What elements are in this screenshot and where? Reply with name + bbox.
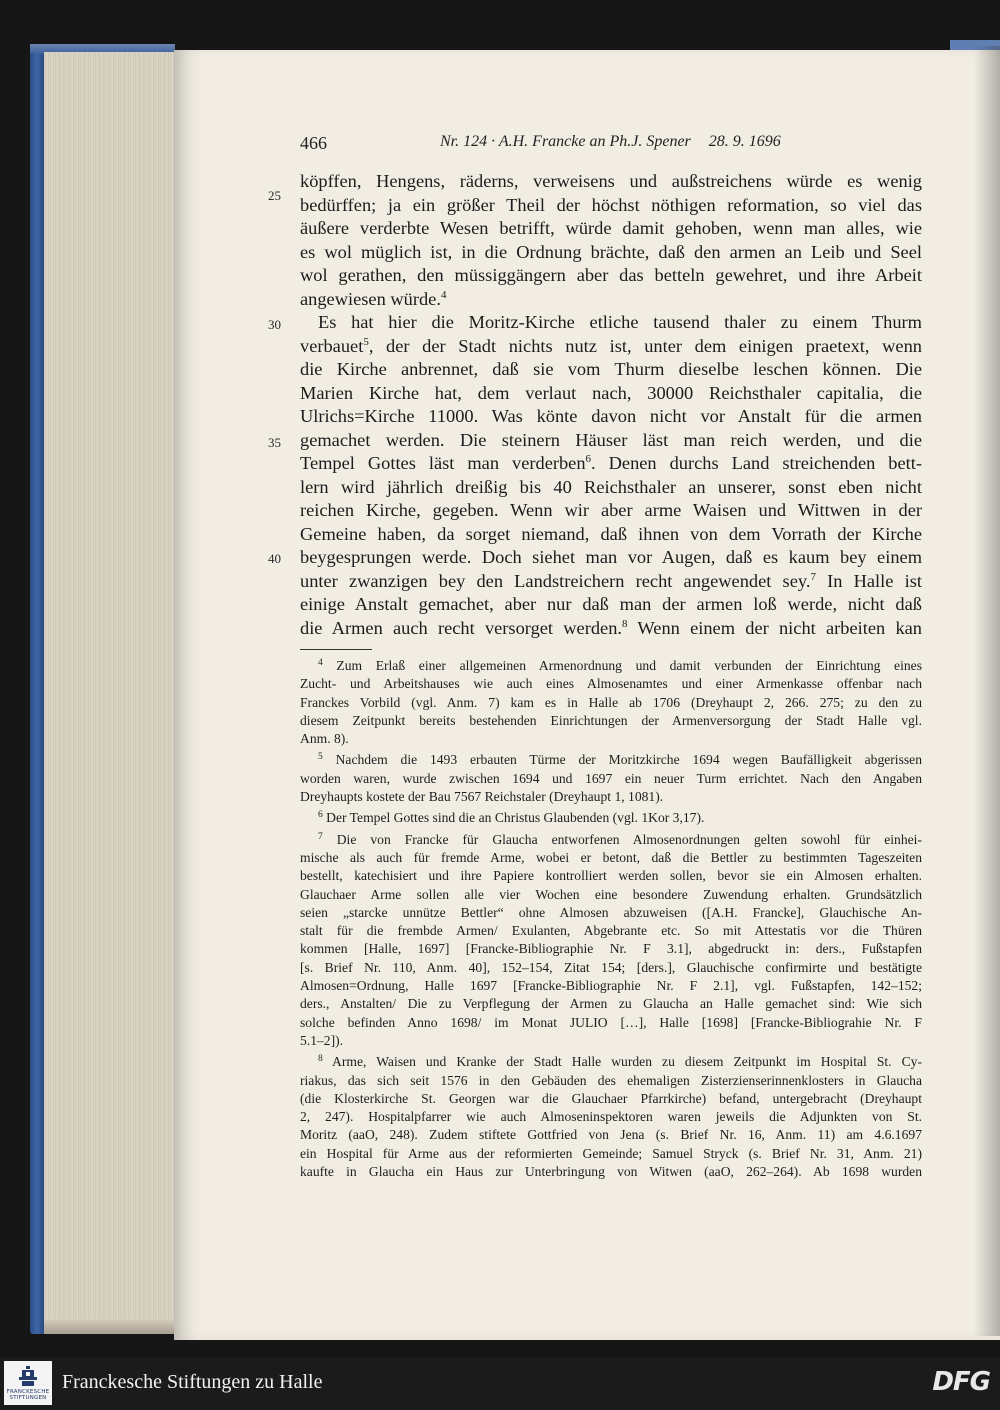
text-line: wol gerathen, den müssiggängern aber das betteln gewehret, und ihre Arbeit bbox=[300, 265, 922, 285]
footnote-line: ders., Anstalten/ Die zu Verpflegung der Armen zu Glaucha an Halle gemachet sind: Wie sich bbox=[300, 996, 922, 1012]
footnote-ref[interactable]: 6 bbox=[585, 453, 592, 465]
page-stack-edge bbox=[44, 52, 174, 1330]
footnote-line: kommen [Halle, 1697] [Francke-Bibliographie Nr. F 3.1], abgedruckt in: ders., Fußstapfen bbox=[300, 941, 922, 957]
line-number: 30 bbox=[268, 317, 281, 332]
footnote-rule bbox=[300, 649, 372, 650]
footnotes bbox=[300, 657, 922, 1184]
text-line: gemachet werden. Die steinern Häuser läst man reich werden, und die bbox=[300, 429, 922, 450]
text-line: äußere verderbte Wesen betrifft, würde damit gehoben, wenn man alles, wie bbox=[300, 218, 922, 238]
footnote-ref[interactable]: 8 bbox=[622, 617, 628, 630]
book-cover-spine bbox=[30, 44, 44, 1334]
footnote-8 bbox=[300, 1053, 922, 1181]
footnote-line: $^6$ Der Tempel Gottes sind die an Christus Glaubenden (vgl. 1Kor 3,17). bbox=[318, 810, 705, 826]
footnote-6 bbox=[300, 809, 922, 827]
running-head bbox=[300, 133, 922, 153]
letter-title: Nr. 124 · A.H. Francke an Ph.J. Spener bbox=[440, 133, 691, 150]
text-line: beygesprungen werde. Doch siehet man vor Augen, daß es kaum bey einem bbox=[300, 547, 922, 567]
footnote-number: 6 bbox=[318, 810, 323, 821]
line-numbers bbox=[268, 0, 292, 1340]
text-line: bedürffen; ja ein größer Theil der höchst nöthigen reformation, so viel das bbox=[300, 194, 922, 215]
footnote-line: kaufte in Glaucha ein Haus zur Unterbringung von Witwen (aaO, 262–264). Ab 1698 wurden bbox=[300, 1164, 922, 1180]
footnote-line: Moritz (aaO, 248). Zudem stiftete Gottfried von Jena (s. Brief Nr. 16, Anm. 11) am 4.6.1697 bbox=[300, 1127, 922, 1143]
text-line: es wol müglich ist, in die Ordnung brächte, daß den armen an Leib und Seel bbox=[300, 241, 922, 262]
footnote-line: [s. Brief Nr. 110, Anm. 40], 152–154, Zitat 154; [ders.], Glauchische confirmirte und bestätigte bbox=[300, 959, 922, 975]
footnote-line: Glauchaer Arme sollen alle vier Wochen eine besondere Zuwendung erhalten. Grundsätzlich bbox=[300, 886, 922, 902]
text-line: Gemeine haben, da sorget niemand, daß ihnen von dem Vorrath der Kirche bbox=[300, 523, 922, 544]
footnote-line: Franckes Vorbild (vgl. Anm. 7) kam es in Halle ab 1706 (Dreyhaupt 2, 266. 275; zu den zu bbox=[300, 694, 922, 710]
footnote-line: (die Klosterkirche St. Georgen war die Glauchaer Pfarrkirche) befand, untergebracht (Dreyhaupt bbox=[300, 1090, 922, 1106]
line-number: 40 bbox=[268, 551, 281, 566]
dfg-logo[interactable]: DFG bbox=[932, 1367, 990, 1397]
text-line: Ulrichs=Kirche 11000. Was könte davon nicht vor Anstalt für die armen bbox=[300, 406, 922, 426]
footnote-line: stalt für die frembde Armen/ Exulanten, Abgebrante etc. So mit Attestatis vor die Thüren bbox=[300, 923, 922, 939]
text-line: verbauet$^5$, der der Stadt nichts nutz ist, unter dem einigen praetext, wenn bbox=[300, 335, 922, 356]
text-line: einige Anstalt gemachet, aber nur daß man der armen loß werde, nicht daß bbox=[300, 594, 922, 614]
footnote-ref[interactable]: 4 bbox=[440, 288, 447, 301]
footnote-line: 5.1–2]). bbox=[300, 1032, 344, 1048]
text-line: köpffen, Hengens, räderns, verweisens und außstreichens würde es wenig bbox=[300, 171, 922, 191]
footnote-line: Anm. 8). bbox=[300, 731, 349, 747]
footnote-line: bestellt, katechisiert und ihre Papiere kontrolliert werden sollen, bevor sie ein Almosen erhalten. bbox=[300, 868, 922, 884]
page-number: 466 bbox=[300, 133, 327, 153]
institution-name[interactable]: Franckesche Stiftungen zu Halle bbox=[62, 1371, 323, 1393]
footnote-line: Almosen=Ordnung, Halle 1697 [Francke-Bibliographie Nr. F 2.1], vgl. Fußstapfen, 142–152; bbox=[300, 978, 922, 994]
footnote-line: seien „starcke unnütze Bettler“ ohne Almosen abzuweisen ([A.H. Francke], Glauchische An- bbox=[300, 904, 922, 920]
footnote-line: riakus, das sich seit 1576 in den Gebäuden des ehemaligen Zisterzienserinnenklosters in Glaucha bbox=[300, 1072, 922, 1088]
franckesche-stiftungen-logo[interactable] bbox=[4, 1361, 52, 1405]
footnote-line: 2, 247). Hospitalpfarrer wie auch Almoseninspektoren waren jeweils die Adjunkten von St. bbox=[300, 1109, 922, 1125]
pelican-crest-icon bbox=[16, 1365, 40, 1387]
footnote-line: $^8$ Arme, Waisen und Kranke der Stadt Halle wurden zu diesem Zeitpunkt im Hospital St. Cy- bbox=[318, 1054, 922, 1070]
logo-wordmark: FRANCKESCHE STIFTUNGEN bbox=[6, 1389, 50, 1401]
footnote-line: $^5$ Nachdem die 1493 erbauten Türme der Moritzkirche 1694 wegen Baufälligkeit abgerissen bbox=[318, 752, 922, 768]
text-line: die Armen auch recht versorget werden.$^8$ Wenn einem der nicht arbeiten kan bbox=[300, 617, 922, 638]
text-line: lern wird jährlich dreißig bis 40 Reichsthaler an unserer, sonst eben nicht bbox=[300, 476, 922, 497]
footnote-ref[interactable]: 5 bbox=[363, 335, 369, 348]
text-line: unter zwanzigen bey den Landstreichern recht angewendet sey.$^7$ In Halle ist bbox=[300, 570, 922, 591]
footnote-line: mische als auch für fremde Arme, wobei er betont, daß die Bettler zu bestimmten Tageszeiten bbox=[300, 849, 922, 865]
footnote-line: $^7$ Die von Francke für Glaucha entworfenen Almosenordnungen gelten sowohl für einhei- bbox=[318, 831, 922, 847]
page-stack-bottom bbox=[44, 1318, 174, 1334]
footnote-7 bbox=[300, 831, 922, 1051]
footnote-number: 7 bbox=[318, 831, 323, 842]
line-number: 35 bbox=[268, 435, 281, 450]
text-line: Marien Kirche hat, dem verlaut nach, 30000 Reichsthaler capitalia, die bbox=[300, 382, 922, 403]
letter-heading bbox=[440, 133, 781, 151]
text-line: Tempel Gottes läst man verderben$^6$. Denen durchs Land streichenden bett- bbox=[300, 453, 922, 473]
footnote-number: 4 bbox=[318, 658, 323, 668]
footnote-line: diesem Zeitpunkt bereits bestehenden Einrichtungen der Armenversorgung der Stadt Halle vgl. bbox=[300, 712, 922, 728]
letter-date: 28. 9. 1696 bbox=[708, 133, 781, 150]
viewer-footer bbox=[0, 1357, 1000, 1410]
footnote-line: worden waren, wurde zwischen 1694 und 1697 ein neuer Turm errichtet. Nach den Angaben bbox=[300, 770, 922, 786]
footnote-ref[interactable]: 7 bbox=[810, 570, 816, 583]
footnote-number: 8 bbox=[318, 1054, 323, 1065]
text-line: Es hat hier die Moritz-Kirche etliche tausend thaler zu einem Thurm bbox=[318, 312, 922, 332]
footnote-line: Dreyhaupts kostete der Bau 7567 Reichstaler (Dreyhaupt 1, 1081). bbox=[300, 789, 664, 805]
footnote-line: solche befinden Anno 1698/ im Monat JULIO […], Halle [1698] [Francke-Bibliograhie Nr. F bbox=[300, 1014, 922, 1030]
footnote-4 bbox=[300, 657, 922, 748]
text-line: angewiesen würde.$^4$ bbox=[300, 288, 447, 309]
footnote-line: Zucht- und Arbeitshauses wie auch eines Almosenamtes und einer Armenkasse offenbar nach bbox=[300, 676, 922, 692]
footnote-line: ein Hospital für Arme aus der reformierten Gemeinde; Samuel Stryck (s. Brief Nr. 31, Anm. 21) bbox=[300, 1145, 922, 1161]
text-line: die Kirche anbrennet, daß sie vom Thurm dieselbe leschen können. Die bbox=[300, 359, 922, 379]
footnote-line: $^4$ Zum Erlaß einer allgemeinen Armenordnung und damit verbunden der Einrichtung eines bbox=[318, 658, 922, 673]
footnote-5 bbox=[300, 751, 922, 806]
text-line: reichen Kirche, gegeben. Wenn wir aber arme Waisen und Wittwen in der bbox=[300, 500, 922, 520]
line-number: 25 bbox=[268, 188, 281, 203]
main-text bbox=[300, 170, 922, 640]
page-right-shadow bbox=[974, 46, 1000, 1336]
footnote-number: 5 bbox=[318, 752, 323, 763]
